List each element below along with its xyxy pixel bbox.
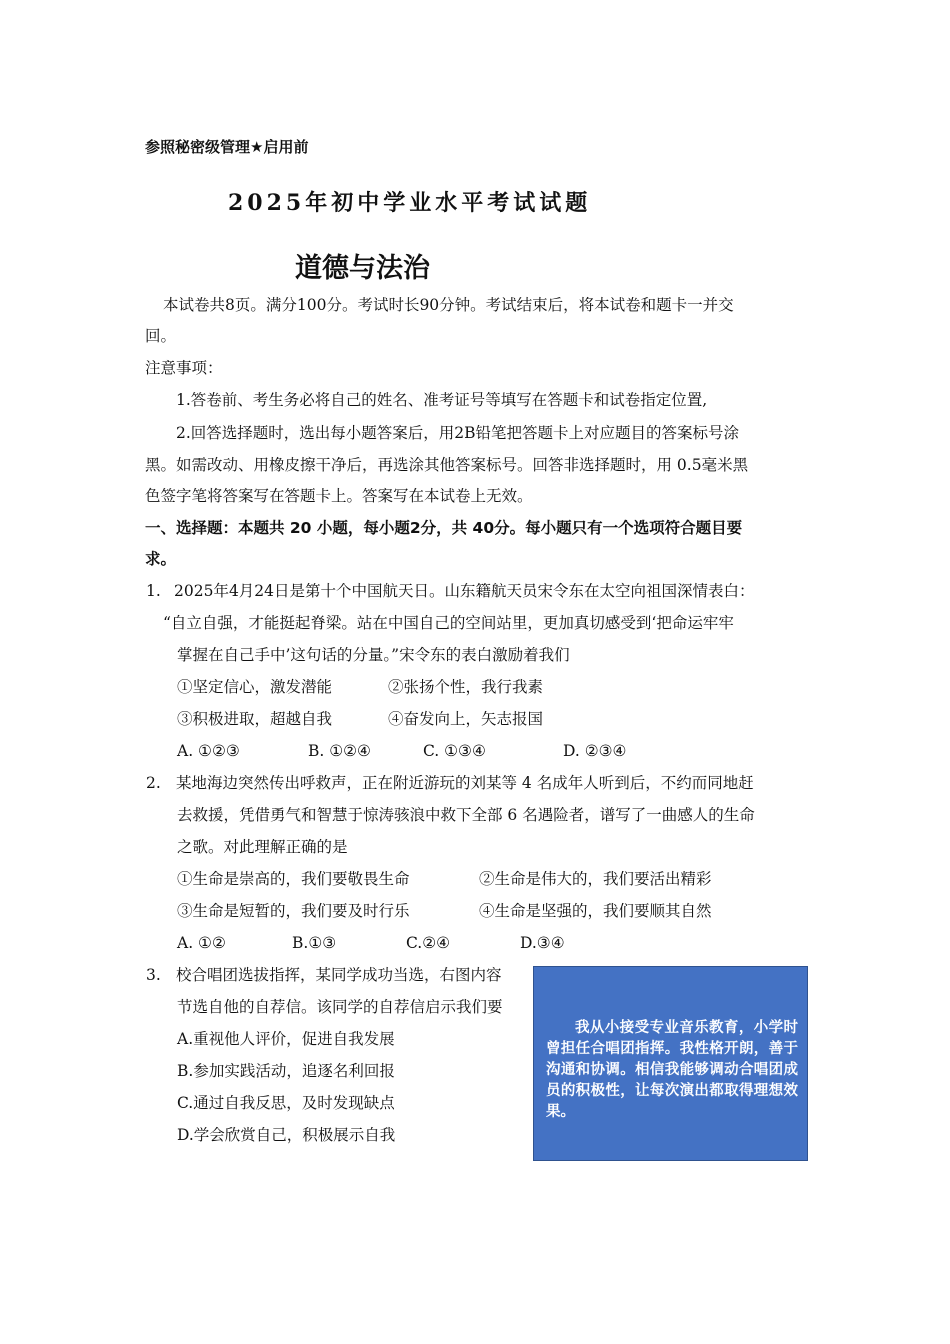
q1-option-1: ①坚定信心，激发潜能: [177, 678, 333, 696]
q1-choice-b: B. ①②④: [308, 742, 371, 760]
q1-choice-c: C. ①③④: [423, 742, 486, 760]
q2-choice-c: C.②④: [406, 934, 451, 952]
q1-choice-d: D. ②③④: [563, 742, 627, 760]
q1-stem-line-3: 掌握在自己手中’这句话的分量。”宋令东的表白激励着我们: [177, 646, 570, 664]
q1-stem-line-1: 2025年4月24日是第十个中国航天日。山东籍航天员宋令东在太空向祖国深情表白：: [174, 582, 755, 600]
exam-title: 2025年初中学业水平考试试题: [228, 190, 592, 216]
q3-choice-b: B.参加实践活动，追逐名利回报: [177, 1062, 395, 1080]
q3-choice-c: C.通过自我反思，及时发现缺点: [177, 1094, 395, 1112]
note-item-2-line-1: 2.回答选择题时，选出每小题答案后，用2B铅笔把答题卡上对应题目的答案标号涂: [176, 424, 740, 442]
q2-choice-d: D.③④: [520, 934, 565, 952]
intro-line-2: 回。: [145, 327, 177, 345]
q2-option-1: ①生命是崇高的，我们要敬畏生命: [177, 870, 410, 888]
subject-title: 道德与法治: [295, 253, 430, 284]
q1-choice-a: A. ①②③: [177, 742, 240, 760]
q2-number: 2.: [146, 774, 161, 792]
note-item-2-line-3: 色签字笔将答案写在答题卡上。答案写在本试卷上无效。: [145, 487, 533, 505]
notes-heading: 注意事项：: [145, 359, 223, 377]
note-item-2-line-2: 黑。如需改动、用橡皮擦干净后，再选涂其他答案标号。回答非选择题时，用 0.5毫米黑: [145, 456, 749, 474]
q2-option-4: ④生命是坚强的，我们要顺其自然: [479, 902, 712, 920]
q2-choice-a: A. ①②: [177, 934, 226, 952]
self-recommendation-box: [533, 966, 808, 1161]
section-heading-line-1: 一、选择题：本题共 20 小题，每小题2分，共 40分。每小题只有一个选项符合题目要: [145, 519, 743, 537]
q3-stem-line-2: 节选自他的自荐信。该同学的自荐信启示我们要: [177, 998, 503, 1016]
q3-choice-d: D.学会欣赏自己，积极展示自我: [177, 1126, 396, 1144]
q2-stem-line-1: 某地海边突然传出呼救声，正在附近游玩的刘某等 4 名成年人听到后，不约而同地赶: [176, 774, 754, 792]
q1-stem-line-2: “自立自强，才能挺起脊梁。站在中国自己的空间站里，更加真切感受到‘把命运牢牢: [163, 614, 734, 632]
intro-line-1: 本试卷共8页。满分100分。考试时长90分钟。考试结束后，将本试卷和题卡一并交: [163, 296, 734, 314]
q3-number: 3.: [146, 966, 161, 984]
q2-choice-b: B.①③: [292, 934, 337, 952]
note-item-1: 1.答卷前、考生务必将自己的姓名、准考证号等填写在答题卡和试卷指定位置,: [176, 391, 708, 409]
q1-number: 1.: [146, 582, 161, 600]
q3-stem-line-1: 校合唱团选拔指挥，某同学成功当选，右图内容: [176, 966, 502, 984]
confidentiality-label: 参照秘密级管理★启用前: [145, 138, 309, 156]
q2-stem-line-3: 之歌。对此理解正确的是: [177, 838, 348, 856]
q1-option-3: ③积极进取，超越自我: [177, 710, 333, 728]
q2-option-3: ③生命是短暂的，我们要及时行乐: [177, 902, 410, 920]
q2-stem-line-2: 去救援，凭借勇气和智慧于惊涛骇浪中救下全部 6 名遇险者，谱写了一曲感人的生命: [177, 806, 755, 824]
q2-option-2: ②生命是伟大的，我们要活出精彩: [479, 870, 712, 888]
section-heading-line-2: 求。: [145, 550, 177, 568]
q3-choice-a: A.重视他人评价，促进自我发展: [177, 1030, 395, 1048]
self-recommendation-text: 我从小接受专业音乐教育，小学时曾担任合唱团指挥。我性格开朗，善于沟通和协调。相信我能够调动合唱团成员的积极性，让每次演出都取得理想效果。: [546, 1019, 798, 1120]
q1-option-2: ②张扬个性，我行我素: [388, 678, 544, 696]
q1-option-4: ④奋发向上，矢志报国: [388, 710, 544, 728]
